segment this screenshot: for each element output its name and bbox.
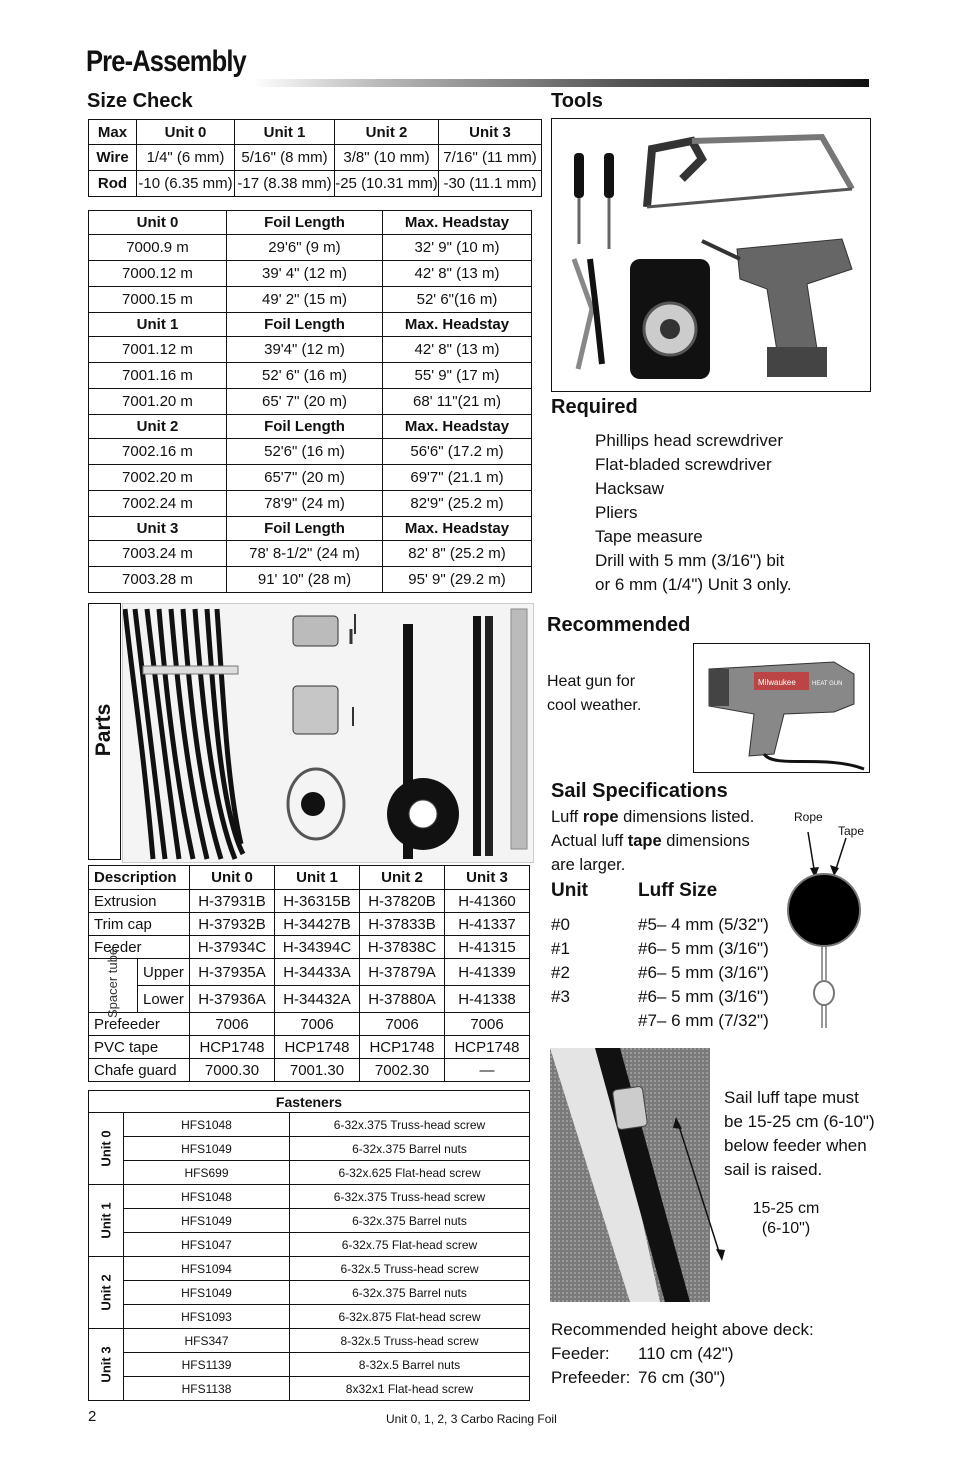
table-cell: H-41337	[445, 913, 530, 936]
table-cell: HCP1748	[445, 1036, 530, 1059]
table-cell: 42' 8" (13 m)	[383, 261, 532, 287]
table-cell: H-34427B	[275, 913, 360, 936]
table-cell: 7002.16 m	[89, 439, 227, 465]
table-row	[89, 261, 532, 287]
table-row	[89, 439, 532, 465]
table-cell: 49' 2" (15 m)	[227, 287, 383, 313]
table-cell: 52' 6" (16 m)	[227, 363, 383, 389]
title-rule	[252, 79, 869, 87]
text-line: below feeder when	[724, 1136, 867, 1155]
table-row	[89, 1113, 530, 1137]
list-item	[551, 985, 791, 1009]
text-span: dimensions	[661, 832, 750, 850]
table-header-row	[89, 313, 532, 337]
prefeeder-value: 76 cm (30")	[638, 1368, 726, 1387]
table-cell: 7001.12 m	[89, 337, 227, 363]
table-row	[89, 1305, 530, 1329]
text-line: Heat gun for	[547, 673, 636, 690]
table-cell: 8-32x.5 Truss-head screw	[290, 1329, 530, 1353]
table-cell: 6-32x.75 Flat-head screw	[290, 1233, 530, 1257]
header-cell: Unit 3	[89, 517, 227, 541]
luff-note	[724, 1086, 875, 1182]
table-cell: H-37935A	[190, 959, 275, 986]
table-cell: 7001.16 m	[89, 363, 227, 389]
unit-column-header: Unit	[551, 880, 588, 901]
table-cell: HFS1047	[124, 1233, 290, 1257]
table-header-row	[89, 517, 532, 541]
table-cell: HFS1139	[124, 1353, 290, 1377]
text-line	[551, 1366, 814, 1390]
table-cell: Upper	[138, 959, 190, 986]
table-cell: 7002.20 m	[89, 465, 227, 491]
required-heading: Required	[551, 396, 638, 418]
table-cell: H-37934C	[190, 936, 275, 959]
size-check-table	[88, 119, 542, 197]
table-cell: 78' 8-1/2" (24 m)	[227, 541, 383, 567]
table-cell: H-37880A	[360, 986, 445, 1013]
table-row	[89, 936, 530, 959]
table-cell: H-37879A	[360, 959, 445, 986]
luff-size-value: #6– 5 mm (3/16")	[638, 963, 769, 982]
table-row	[89, 1257, 530, 1281]
unit-label: Unit 0	[98, 1130, 114, 1167]
table-cell: HFS347	[124, 1329, 290, 1353]
table-cell: 6-32x.5 Truss-head screw	[290, 1257, 530, 1281]
table-cell: 91' 10" (28 m)	[227, 567, 383, 593]
table-row	[89, 1185, 530, 1209]
text-line: Sail luff tape must	[724, 1088, 859, 1107]
table-cell: 7001.30	[275, 1059, 360, 1082]
header-cell: Unit 2	[335, 120, 439, 145]
header-cell: Max. Headstay	[383, 313, 532, 337]
sail-spec-text	[551, 805, 754, 877]
recommended-text	[547, 670, 641, 718]
table-row	[89, 1059, 530, 1082]
table-cell: 65' 7" (20 m)	[227, 389, 383, 415]
list-item: Flat-bladed screwdriver	[595, 455, 772, 474]
table-cell: H-41339	[445, 959, 530, 986]
table-cell: H-37838C	[360, 936, 445, 959]
table-row	[89, 1161, 530, 1185]
text-line	[551, 1342, 814, 1366]
text-line: are larger.	[551, 856, 626, 874]
table-cell: H-34394C	[275, 936, 360, 959]
text-line: cool weather.	[547, 697, 642, 714]
parts-label: Parts	[92, 703, 115, 757]
table-cell: 68' 11"(21 m)	[383, 389, 532, 415]
table-row	[89, 145, 542, 171]
prefeeder-label: Prefeeder:	[551, 1368, 631, 1387]
table-cell: 6-32x.375 Barrel nuts	[290, 1281, 530, 1305]
unit-label: Unit 1	[98, 1202, 114, 1239]
size-check-heading: Size Check	[87, 90, 193, 112]
table-cell: 6-32x.625 Flat-head screw	[290, 1161, 530, 1185]
header-cell: Foil Length	[227, 211, 383, 235]
heat-gun-label: HEAT GUN	[812, 681, 843, 687]
parts-table	[88, 865, 530, 1082]
table-cell: 52'6" (16 m)	[227, 439, 383, 465]
table-cell: HFS699	[124, 1161, 290, 1185]
feeder-value: 110 cm (42")	[638, 1344, 734, 1363]
header-cell: Unit 0	[137, 120, 235, 145]
table-header-row	[89, 211, 532, 235]
table-cell: Extrusion	[89, 890, 190, 913]
parts-photo	[122, 603, 534, 863]
header-cell: Unit 3	[445, 866, 530, 890]
table-cell: Chafe guard	[89, 1059, 190, 1082]
table-row	[89, 959, 530, 986]
table-cell: H-37931B	[190, 890, 275, 913]
table-cell: 82' 8" (25.2 m)	[383, 541, 532, 567]
table-cell: 1/4" (6 mm)	[137, 145, 235, 171]
table-cell: HFS1049	[124, 1137, 290, 1161]
table-cell: 39' 4" (12 m)	[227, 261, 383, 287]
text-line: sail is raised.	[724, 1160, 823, 1179]
unit-value	[551, 1009, 638, 1033]
header-cell: Foil Length	[227, 313, 383, 337]
table-cell: H-41315	[445, 936, 530, 959]
table-cell: 6-32x.375 Truss-head screw	[290, 1113, 530, 1137]
table-row	[89, 1329, 530, 1353]
list-item: or 6 mm (1/4") Unit 3 only.	[595, 575, 792, 594]
list-item	[551, 1009, 791, 1033]
table-row	[89, 567, 532, 593]
table-cell: Trim cap	[89, 913, 190, 936]
table-cell: 7006	[190, 1013, 275, 1036]
table-cell: H-41338	[445, 986, 530, 1013]
page-number: 2	[88, 1408, 97, 1425]
table-row	[89, 986, 530, 1013]
table-cell: PVC tape	[89, 1036, 190, 1059]
table-cell: 95' 9" (29.2 m)	[383, 567, 532, 593]
list-item	[551, 913, 791, 937]
luff-size-column-header: Luff Size	[638, 880, 718, 901]
footer-text: Unit 0, 1, 2, 3 Carbo Racing Foil	[386, 1412, 557, 1426]
dimension-arrow	[670, 1115, 730, 1265]
table-cell: 7000.15 m	[89, 287, 227, 313]
required-tools-list	[595, 429, 792, 597]
unit-value: #3	[551, 987, 570, 1006]
table-cell: HFS1138	[124, 1377, 290, 1401]
luff-size-value: #5– 4 mm (5/32")	[638, 915, 769, 934]
luff-size-value: #6– 5 mm (3/16")	[638, 987, 769, 1006]
bold-word: tape	[627, 832, 662, 850]
table-row	[89, 1281, 530, 1305]
table-cell: 6-32x.375 Barrel nuts	[290, 1137, 530, 1161]
table-cell: 3/8" (10 mm)	[335, 145, 439, 171]
table-row	[89, 913, 530, 936]
table-cell: 55' 9" (17 m)	[383, 363, 532, 389]
list-item: Phillips head screwdriver	[595, 431, 784, 450]
list-item: Hacksaw	[595, 479, 664, 498]
table-cell: 65'7" (20 m)	[227, 465, 383, 491]
unit-label: Unit 2	[98, 1274, 114, 1311]
table-cell: —	[445, 1059, 530, 1082]
bold-word: rope	[582, 808, 619, 826]
table-cell: 7000.12 m	[89, 261, 227, 287]
table-cell: 56'6" (17.2 m)	[383, 439, 532, 465]
unit-value: #2	[551, 963, 570, 982]
text-line: Recommended height above deck:	[551, 1320, 814, 1339]
unit-label-cell	[89, 1185, 124, 1257]
parts-label-box	[88, 603, 121, 860]
header-cell: Description	[89, 866, 190, 890]
table-cell: 7006	[445, 1013, 530, 1036]
table-cell: 7/16" (11 mm)	[439, 145, 542, 171]
table-cell: H-34433A	[275, 959, 360, 986]
header-cell: Unit 0	[190, 866, 275, 890]
table-cell: HFS1048	[124, 1185, 290, 1209]
table-cell: HCP1748	[360, 1036, 445, 1059]
header-cell: Unit 2	[360, 866, 445, 890]
table-cell: 69'7" (21.1 m)	[383, 465, 532, 491]
table-row	[89, 1353, 530, 1377]
table-cell: 29'6" (9 m)	[227, 235, 383, 261]
luff-size-value: #6– 5 mm (3/16")	[638, 939, 769, 958]
table-row	[89, 363, 532, 389]
text-line: (6-10")	[761, 1220, 811, 1237]
table-row	[89, 389, 532, 415]
dimension-label	[748, 1199, 824, 1239]
table-cell: 7006	[360, 1013, 445, 1036]
table-cell: HCP1748	[190, 1036, 275, 1059]
header-cell: Max. Headstay	[383, 211, 532, 235]
table-cell: 5/16" (8 mm)	[235, 145, 335, 171]
table-cell: 39'4" (12 m)	[227, 337, 383, 363]
unit-label-cell	[89, 1329, 124, 1401]
text-span: Luff	[551, 808, 583, 826]
table-cell: -30 (11.1 mm)	[439, 171, 542, 197]
table-cell: H-37833B	[360, 913, 445, 936]
tools-photo	[551, 118, 871, 392]
table-cell: HFS1094	[124, 1257, 290, 1281]
table-row	[89, 1137, 530, 1161]
table-row	[89, 465, 532, 491]
table-cell: 32' 9" (10 m)	[383, 235, 532, 261]
header-cell: Unit 3	[439, 120, 542, 145]
table-row	[89, 287, 532, 313]
table-cell: HCP1748	[275, 1036, 360, 1059]
table-header-row	[89, 415, 532, 439]
header-cell: Foil Length	[227, 415, 383, 439]
table-header-row	[89, 1091, 530, 1113]
table-row	[89, 171, 542, 197]
table-row	[89, 1233, 530, 1257]
unit-label: Unit 3	[98, 1346, 114, 1383]
table-row	[89, 337, 532, 363]
header-cell: Unit 2	[89, 415, 227, 439]
feeder-label: Feeder:	[551, 1344, 610, 1363]
heat-gun-photo	[693, 643, 870, 773]
table-cell: -10 (6.35 mm)	[137, 171, 235, 197]
header-cell: Unit 0	[89, 211, 227, 235]
table-cell: HFS1048	[124, 1113, 290, 1137]
luff-size-list	[551, 913, 791, 1033]
table-cell: 7001.20 m	[89, 389, 227, 415]
page-title: Pre-Assembly	[86, 45, 246, 78]
table-row	[89, 1209, 530, 1233]
table-cell: Feeder	[89, 936, 190, 959]
rope-label: Rope	[794, 810, 823, 824]
tape-label: Tape	[838, 824, 865, 838]
table-cell: 52' 6"(16 m)	[383, 287, 532, 313]
list-item	[551, 961, 791, 985]
tools-heading: Tools	[551, 90, 603, 112]
header-cell: Unit 1	[89, 313, 227, 337]
table-cell: H-37820B	[360, 890, 445, 913]
list-item: Tape measure	[595, 527, 703, 546]
table-cell: H-37932B	[190, 913, 275, 936]
table-row	[89, 1036, 530, 1059]
header-cell: Max. Headstay	[383, 415, 532, 439]
table-row	[89, 541, 532, 567]
table-cell: H-34432A	[275, 986, 360, 1013]
header-cell: Unit 1	[275, 866, 360, 890]
luff-size-value: #7– 6 mm (7/32")	[638, 1011, 769, 1030]
spacer-tube-label-cell	[89, 947, 138, 1018]
table-row	[89, 1377, 530, 1401]
table-cell: HFS1093	[124, 1305, 290, 1329]
recommended-height	[551, 1318, 814, 1390]
header-cell: Max	[89, 120, 137, 145]
unit-label-cell	[89, 1257, 124, 1329]
table-cell: 7006	[275, 1013, 360, 1036]
table-cell: 7000.30	[190, 1059, 275, 1082]
table-cell: Lower	[138, 986, 190, 1013]
table-cell: H-41360	[445, 890, 530, 913]
table-row	[89, 235, 532, 261]
fasteners-table	[88, 1090, 530, 1401]
header-cell: Foil Length	[227, 517, 383, 541]
luff-rope-diagram	[780, 820, 880, 1035]
table-cell: 8x32x1 Flat-head screw	[290, 1377, 530, 1401]
text-span: dimensions listed.	[618, 808, 755, 826]
table-cell: 42' 8" (13 m)	[383, 337, 532, 363]
recommended-heading: Recommended	[547, 614, 691, 636]
row-label: Wire	[89, 145, 137, 171]
header-cell: Unit 1	[235, 120, 335, 145]
header-cell: Max. Headstay	[383, 517, 532, 541]
table-cell: 6-32x.375 Barrel nuts	[290, 1209, 530, 1233]
table-cell: 8-32x.5 Barrel nuts	[290, 1353, 530, 1377]
sail-spec-heading: Sail Specifications	[551, 780, 728, 802]
table-cell: 6-32x.875 Flat-head screw	[290, 1305, 530, 1329]
unit-value: #0	[551, 915, 570, 934]
list-item: Drill with 5 mm (3/16") bit	[595, 551, 785, 570]
text-line	[551, 829, 754, 853]
table-row	[89, 491, 532, 517]
table-cell: 7003.28 m	[89, 567, 227, 593]
text-line: 15-25 cm	[752, 1200, 820, 1217]
table-cell: -25 (10.31 mm)	[335, 171, 439, 197]
table-row	[89, 1013, 530, 1036]
table-cell: H-37936A	[190, 986, 275, 1013]
list-item	[551, 937, 791, 961]
table-cell: 7003.24 m	[89, 541, 227, 567]
table-cell: H-36315B	[275, 890, 360, 913]
table-cell: -17 (8.38 mm)	[235, 171, 335, 197]
text-span: Actual luff	[551, 832, 628, 850]
table-cell: 7002.24 m	[89, 491, 227, 517]
fasteners-heading: Fasteners	[89, 1091, 530, 1113]
table-cell: HFS1049	[124, 1281, 290, 1305]
heat-gun-brand: Milwaukee	[758, 678, 796, 687]
table-header-row	[89, 866, 530, 890]
table-cell: HFS1049	[124, 1209, 290, 1233]
spacer-tube-label: Spacer tube	[105, 947, 120, 1018]
unit-value: #1	[551, 939, 570, 958]
table-row	[89, 890, 530, 913]
table-cell: 7002.30	[360, 1059, 445, 1082]
row-label: Rod	[89, 171, 137, 197]
table-cell: 7000.9 m	[89, 235, 227, 261]
table-cell: 78'9" (24 m)	[227, 491, 383, 517]
unit-label-cell	[89, 1113, 124, 1185]
table-cell: Prefeeder	[89, 1013, 190, 1036]
text-line: be 15-25 cm (6-10")	[724, 1112, 875, 1131]
text-line	[551, 805, 754, 829]
foil-length-table	[88, 210, 532, 593]
list-item: Pliers	[595, 503, 638, 522]
table-cell: 82'9" (25.2 m)	[383, 491, 532, 517]
table-cell: 6-32x.375 Truss-head screw	[290, 1185, 530, 1209]
